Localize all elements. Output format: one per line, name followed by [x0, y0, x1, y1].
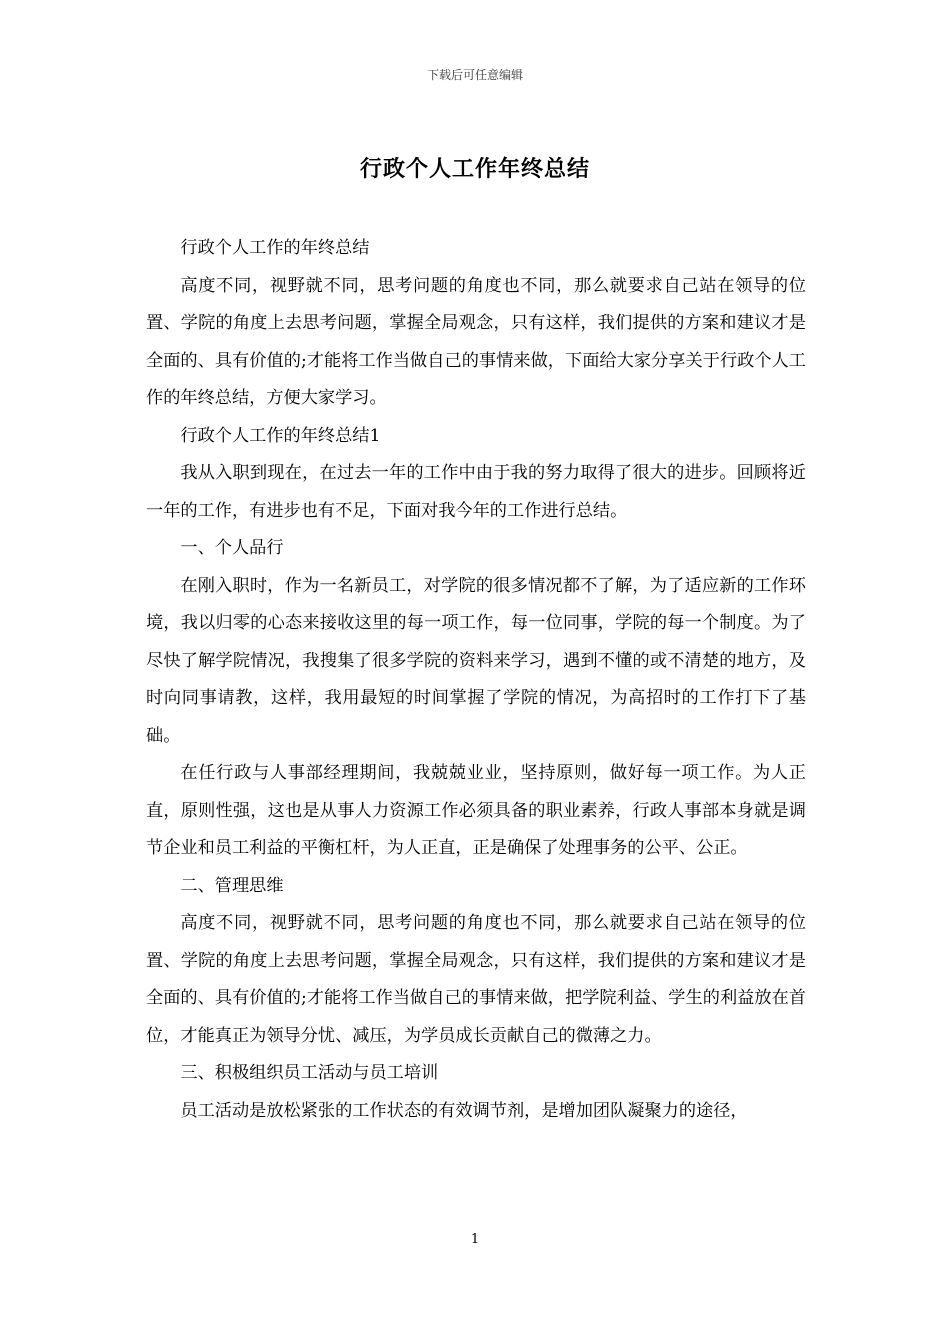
paragraph-section-heading: 行政个人工作的年终总结1: [180, 425, 381, 446]
paragraph: 在刚入职时，作为一名新员工，对学院的很多情况都不了解，为了适应新的工作环境，我以归零的心态来接收这里的每一项工作，每一位同事，学院的每一个制度。为了尽快了解学院情况，我搜集了很多学院的资料来学习，遇到不懂的或不清楚的地方，及时向同事请教，这样，我用最短的时间掌握了学院的情况，为高招时的工作打下了基础。: [146, 575, 806, 746]
document-body: [146, 230, 806, 1130]
heading-personal-conduct: 一、个人品行: [180, 538, 284, 558]
header-note: 下载后可任意编辑: [426, 68, 523, 82]
paragraph: 员工活动是放松紧张的工作状态的有效调节剂，是增加团队凝聚力的途径，: [180, 1100, 748, 1121]
paragraph: 我从入职到现在，在过去一年的工作中由于我的努力取得了很大的进步。回顾将近一年的工作，有进步也有不足，下面对我今年的工作进行总结。: [146, 463, 806, 521]
paragraph-intro: 高度不同，视野就不同，思考问题的角度也不同，那么就要求自己站在领导的位置、学院的角度上去思考问题，掌握全局观念，只有这样，我们提供的方案和建议才是全面的、具有价值的;才能将工作当做自己的事情来做，下面给大家分享关于行政个人工作的年终总结，方便大家学习。: [146, 275, 806, 408]
paragraph: 高度不同，视野就不同，思考问题的角度也不同，那么就要求自己站在领导的位置、学院的角度上去思考问题，掌握全局观念，只有这样，我们提供的方案和建议才是全面的、具有价值的;才能将工作当做自己的事情来做，把学院利益、学生的利益放在首位，才能真正为领导分忧、减压，为学员成长贡献自己的微薄之力。: [146, 913, 806, 1046]
document-title: 行政个人工作年终总结: [359, 156, 590, 182]
heading-management-thinking: 二、管理思维: [180, 875, 284, 896]
paragraph-subtitle: 行政个人工作的年终总结: [180, 238, 370, 258]
paragraph: 在任行政与人事部经理期间，我兢兢业业，坚持原则，做好每一项工作。为人正直，原则性强，这也是从事人力资源工作必须具备的职业素养，行政人事部本身就是调节企业和员工利益的平衡杠杆，为人正直，正是确保了处理事务的公平、公正。: [146, 763, 806, 858]
page-number: 1: [470, 1232, 480, 1247]
heading-activities-training: 三、积极组织员工活动与员工培训: [180, 1063, 439, 1083]
